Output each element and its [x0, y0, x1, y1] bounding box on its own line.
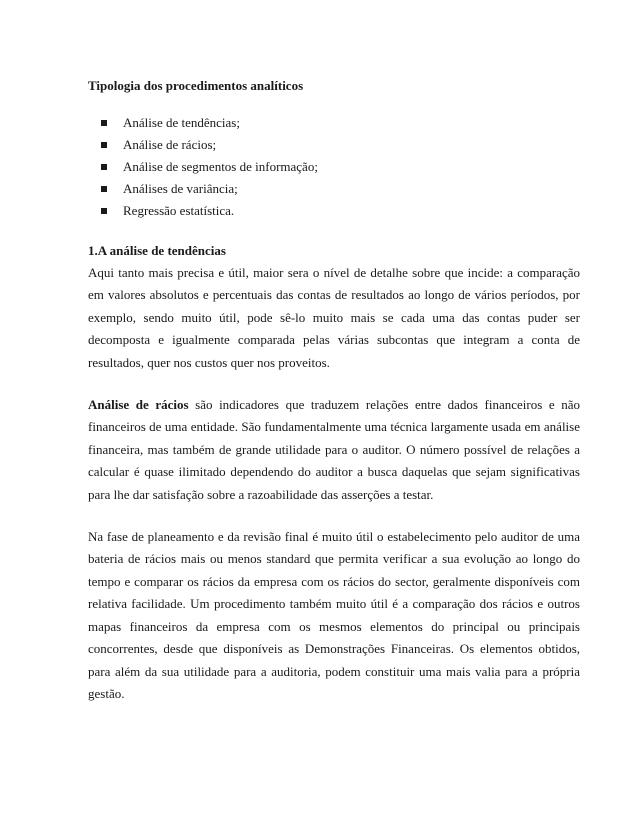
paragraph-trends: Aqui tanto mais precisa e útil, maior sera o nível de detalhe sobre que incide: a comparação em valores absolutos e percentuais das contas de resultados ao longo de vários períodos, por exemplo, sendo muito útil, pode sê-lo muito mais se cada uma das contas puder ser decomposta e igualmente comparada pelas várias subcontas que integram a conta de resultados, quer nos custos quer nos proveitos. — [88, 265, 580, 370]
section-title: 1.A análise de tendências — [88, 243, 226, 258]
paragraph-lead: Análise de rácios — [88, 397, 189, 413]
list-item — [88, 134, 580, 156]
square-bullet-icon — [101, 120, 107, 126]
list-item — [88, 200, 580, 222]
square-bullet-icon — [101, 186, 107, 192]
square-bullet-icon — [101, 142, 107, 148]
list-item-label: Regressão estatística. — [123, 203, 235, 218]
square-bullet-icon — [101, 208, 107, 214]
list-item-label: Análise de tendências; — [123, 115, 240, 130]
list-item-label: Análise de rácios; — [123, 137, 217, 152]
procedures-list — [88, 112, 580, 222]
square-bullet-icon — [101, 164, 107, 170]
paragraph-ratios — [88, 394, 580, 506]
list-item — [88, 178, 580, 200]
paragraph-planning: Na fase de planeamento e da revisão final é muito útil o estabelecimento pelo auditor de uma bateria de rácios mais ou menos standard que permita verificar a sua evolução ao longo do tempo e comparar os rácios da empresa com os rácios do sector, geralmente disponíveis com relativa facilidade. Um procedimento também muito útil é a comparação dos rácios e outros mapas financeiros da empresa com os mesmos elementos do principal ou principais concorrentes, desde que disponíveis as Demonstrações Financeiras. Os elementos obtidos, para além da sua utilidade para a auditoria, podem constituir uma mais valia para a própria gestão. — [88, 529, 580, 701]
page-content — [88, 78, 580, 705]
paragraph-body: são indicadores que traduzem relações entre dados financeiros e não financeiros de uma entidade. São fundamentalmente uma técnica largamente usada em análise financeira, mas também de grande utilidade para o auditor. O número possível de relações a calcular é quase ilimitado dependendo do auditor a busca daquelas que sejam significativas para lhe dar satisfação sobre a razoabilidade das asserções a testar. — [88, 397, 580, 502]
list-item-label: Análises de variância; — [123, 181, 238, 196]
document-heading: Tipologia dos procedimentos analíticos — [88, 78, 304, 93]
list-item — [88, 112, 580, 134]
list-item-label: Análise de segmentos de informação; — [123, 159, 318, 174]
list-item — [88, 156, 580, 178]
